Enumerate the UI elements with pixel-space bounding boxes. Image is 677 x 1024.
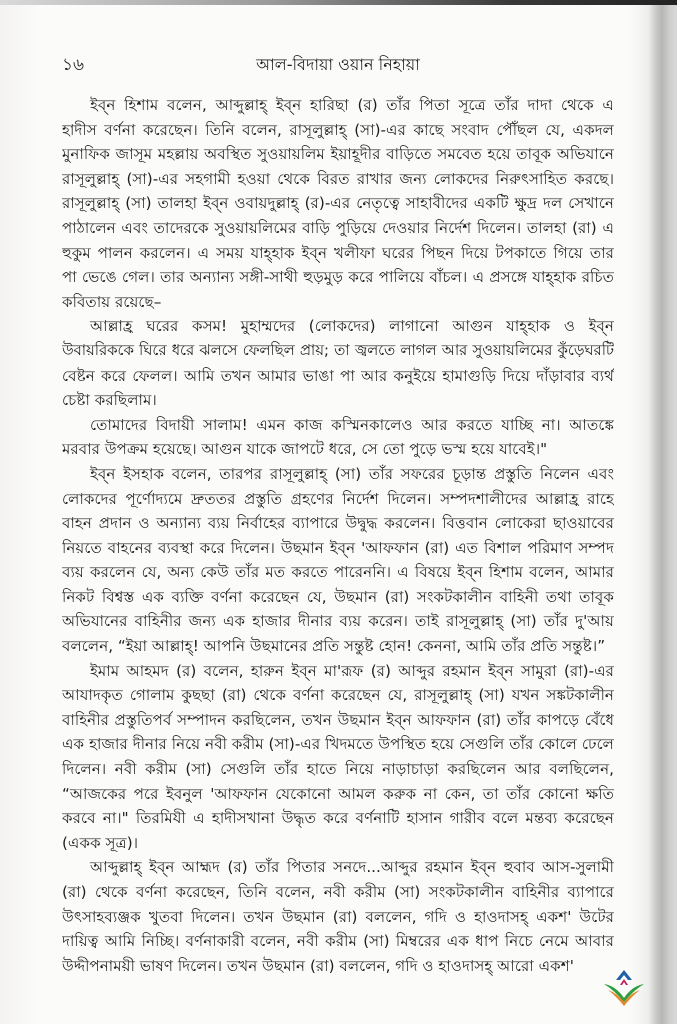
paragraph [62, 413, 614, 462]
text-line: তোমাদের বিদায়ী সালাম! এমন কাজ কস্মিনকালেও আর করতে যাচ্ছি না। আতঙ্কে [90, 415, 614, 434]
paragraph [62, 855, 614, 978]
page-top-edge-shadow [0, 0, 677, 5]
running-title: আল-বিদায়া ওয়ান নিহায়া [256, 55, 420, 74]
text-line: ব্যয় করলেন যে, অন্য কেউ তাঁর মত করতে পারেননি। এ বিষয়ে ইব্ন হিশাম বলেন, আমার [62, 563, 614, 582]
text-line: দিলেন। নবী করীম (সা) সেগুলি তাঁর হাতে নিয়ে নাড়াচাড়া করছিলেন আর বলছিলেন, [62, 760, 614, 779]
text-line: নিয়তে বাহনের ব্যবস্থা করে দিলেন। উছমান ইব্ন 'আফফান (রা) এত বিশাল পরিমাণ সম্পদ [62, 538, 614, 557]
text-line: (একক সূত্র)। [62, 833, 139, 852]
text-line: করবে না।" তিরমিযী এ হাদীসখানা উদ্ধৃত করে বর্ণনাটি হাসান গারীব বলে মন্তব্য করেছেন [62, 809, 614, 828]
text-line: বেষ্টন করে ফেলল। আমি তখন আমার ভাঙা পা আর কনুইয়ে হামাগুড়ি দিয়ে দাঁড়াবার ব্যর্থ [62, 366, 614, 385]
text-line: ইব্ন হিশাম বলেন, আব্দুল্লাহ্ ইব্ন হারিছা (র) তাঁর পিতা সূত্রে তাঁর দাদা থেকে এ [90, 96, 614, 114]
paragraph [62, 314, 614, 412]
text-line: রাসূলুল্লাহ্ (সা) তালহা ইব্ন ওবায়দুল্লাহ্ (র)-এর নেতৃত্বে সাহাবীদের একটি ক্ষুদ্র দল সেখানে [62, 194, 614, 213]
text-line: লোকদের পূর্ণোদ্যমে দ্রুততর প্রস্তুতি গ্রহণের নির্দেশ দিলেন। সম্পদশালীদের আল্লাহ্র রাহে [62, 489, 614, 508]
text-line: এক হাজার দীনার নিয়ে নবী করীম (সা)-এর খিদমতে উপস্থিত হয়ে সেগুলি তাঁর কোলে ঢেলে [62, 735, 614, 754]
text-line: ইমাম আহমদ (র) বলেন, হারুন ইব্ন মা'রূফ (র) আব্দুর রহমান ইব্ন সামুরা (রা)-এর [90, 661, 614, 680]
text-line: অভিযানের বাহিনীর জন্য এক হাজার দীনার ব্যয় করেন। তাই রাসূলুল্লাহ্ (সা) তাঁর দু'আয় [62, 612, 614, 631]
text-line: উৎসাহব্যঞ্জক খুতবা দিলেন। তখন উছমান (রা) বললেন, গদি ও হাওদাসহ্ একশ' উটের [62, 907, 614, 926]
text-line: নিকট বিশ্বস্ত এক ব্যক্তি বর্ণনা করেছেন যে, উছমান (রা) সংকটকালীন বাহিনী তথা তাবূক [62, 587, 614, 606]
paragraph [62, 93, 614, 314]
text-line: বাহিনীর প্রস্তুতিপর্ব সম্পাদন করছিলেন, তখন উছমান ইব্ন আফফান (রা) তাঁর কাপড়ে বেঁধে [62, 710, 614, 729]
text-line: বললেন, “ইয়া আল্লাহ্! আপনি উছমানের প্রতি সন্তুষ্ট হোন! কেননা, আমি তাঁর প্রতি সন্তুষ্ট।” [62, 637, 606, 656]
text-line: চেষ্টা করছিলাম। [62, 391, 157, 410]
text-line: উবায়রিককে ঘিরে ধরে ঝলসে ফেলছিল প্রায়; তা জ্বলতে লাগল আর সুওয়ায়লিমের কুঁড়েঘরটি [62, 341, 614, 359]
page-number: ১৬ [62, 55, 85, 75]
text-line: দায়িত্ব আমি নিচ্ছি। বর্ণনাকারী বলেন, নবী করীম (সা) মিম্বরের এক ধাপ নিচে নেমে আবার [62, 932, 614, 951]
page-header [62, 52, 614, 78]
text-line: আযাদকৃত গোলাম কুছছা (রা) থেকে বর্ণনা করেছেন যে, রাসূলুল্লাহ্ (সা) যখন সঙ্কটকালীন [62, 686, 614, 705]
paragraph [62, 462, 614, 659]
paragraph [62, 659, 614, 856]
publisher-book-logo-icon [602, 968, 646, 1008]
text-line: “আজকের পরে ইবনুল 'আফফান যেকোনো আমল করুক না কেন, তা তাঁর কোনো ক্ষতি [62, 784, 614, 803]
text-line: আব্দুল্লাহ্ ইব্ন আহ্মদ (র) তাঁর পিতার সনদে...আব্দুর রহমান ইব্ন হুবাব আস-সুলামী [90, 858, 614, 877]
text-line: উদ্দীপনাময়ী ভাষণ দিলেন। তখন উছমান (রা) বললেন, গদি ও হাওদাসহ্ আরো একশ' [62, 956, 574, 975]
text-line: পা ভেঙে গেল। তার অন্যান্য সঙ্গী-সাথী হুড়মুড় করে পালিয়ে বাঁচল। এ প্রসঙ্গে যাহ্হাক রচিত [62, 268, 614, 287]
text-line: বাহন প্রদান ও অন্যান্য ব্যয় নির্বাহের ব্যাপারে উদ্বুদ্ধ করলেন। বিত্তবান লোকেরা ছাওয়াবের [62, 514, 614, 533]
text-line: কবিতায় রয়েছে– [62, 292, 162, 311]
text-line: হাদীস বর্ণনা করেছেন। তিনি বলেন, রাসূলুল্লাহ্ (সা)-এর কাছে সংবাদ পৌঁছল যে, একদল [62, 120, 614, 139]
page-body [62, 93, 614, 978]
text-line: মরবার উপক্রম হয়েছে। আগুন যাকে জাপটে ধরে, সে তো পুড়ে ভস্ম হয়ে যাবেই।" [62, 440, 548, 459]
text-line: হুকুম পালন করলেন। এ সময় যাহ্হাক ইব্ন খলীফা ঘরের পিছন দিয়ে টপকাতে গিয়ে তার [62, 243, 614, 262]
text-line: পাঠালেন এবং তাদেরকে সুওয়ায়লিমের বাড়ি পুড়িয়ে দেওয়ার নির্দেশ দিলেন। তালহা (রা) এ [62, 218, 614, 237]
text-line: আল্লাহ্র ঘরের কসম! মুহাম্মদের (লোকদের) লাগানো আগুন যাহ্হাক ও ইব্ন [90, 317, 614, 336]
text-line: মুনাফিক জাসূম মহল্লায় অবস্থিত সুওয়ায়লিম ইয়াহূদীর বাড়িতে সমবেত হয়ে তাবূক অভিযানে [62, 145, 614, 164]
text-line: রাসূলুল্লাহ্ (সা)-এর সহগামী হওয়া থেকে বিরত রাখার জন্য লোকদের নিরুৎসাহিত করছে। [62, 169, 614, 188]
text-line: ইব্ন ইসহাক বলেন, তারপর রাসূলুল্লাহ্ (সা) তাঁর সফরের চূড়ান্ত প্রস্তুতি নিলেন এবং [90, 464, 614, 483]
text-line: (রা) থেকে বর্ণনা করেছেন, তিনি বলেন, নবী করীম (সা) সংকটকালীন বাহিনীর ব্যাপারে [62, 883, 614, 901]
